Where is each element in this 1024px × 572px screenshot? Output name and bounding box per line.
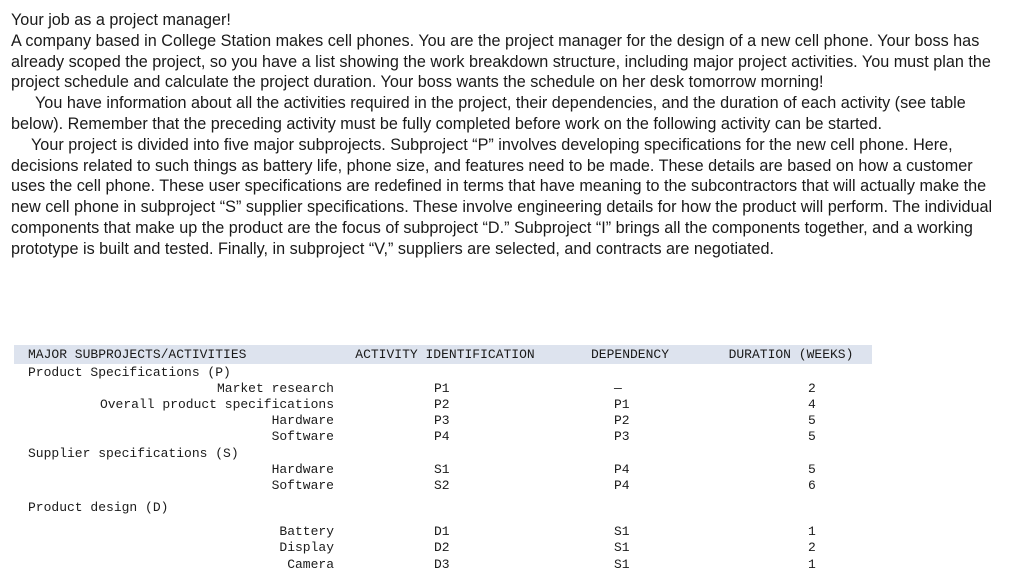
cell-id: S2 xyxy=(434,477,450,493)
table-row xyxy=(14,380,872,396)
table-row xyxy=(14,524,872,540)
table-row xyxy=(14,413,872,429)
cell-activity: Software xyxy=(271,477,334,493)
header-activity: MAJOR SUBPROJECTS/ACTIVITIES xyxy=(14,345,340,364)
spacer-row xyxy=(14,516,872,524)
intro-paragraph-2: You have information about all the activities required in the project, their dependencies, and the duration of each activity (see table below). Remember that the preceding activity must be fully completed before work on the following activity can be started. xyxy=(11,94,966,133)
cell-duration: 6 xyxy=(808,477,816,493)
cell-activity: Software xyxy=(271,429,334,445)
table-row xyxy=(14,396,872,412)
cell-dependency: S1 xyxy=(614,540,630,556)
cell-dependency: P4 xyxy=(614,477,630,493)
cell-activity: Hardware xyxy=(271,413,334,429)
cell-id: P1 xyxy=(434,380,450,396)
intro-heading: Your job as a project manager! xyxy=(11,11,231,29)
intro-paragraph-3: Your project is divided into five major subprojects. Subproject “P” involves developing specifications for the new cell phone. Here, decisions related to such things as battery life, phone size, and features need to be made. These details are based on how a customer uses the cell phone. These user specifications are redefined in terms that have meaning to the subcontractors that will actually make the new cell phone in subproject “S” supplier specifications. These involve engineering details for how the product will perform. The individual components that make up the product are the focus of subproject “D.” Subproject “I” brings all the components together, and a working prototype is built and tested. Finally, in subproject “V,” suppliers are selected, and contracts are negotiated. xyxy=(11,135,993,258)
group-label-p: Product Specifications (P) xyxy=(28,364,231,380)
cell-dependency: P1 xyxy=(614,396,630,412)
cell-dependency: P4 xyxy=(614,461,630,477)
cell-duration: 5 xyxy=(808,429,816,445)
cell-duration: 4 xyxy=(808,396,816,412)
intro-paragraph-1: A company based in College Station makes cell phones. You are the project manager for the design of a new cell phone. Your boss has already scoped the project, so you have a list showing the work breakdown structure, including major project activities. You must plan the project schedule and calculate the project duration. Your boss wants the schedule on her desk tomorrow morning! xyxy=(11,31,991,92)
cell-activity: Camera xyxy=(287,556,334,572)
cell-dependency: P3 xyxy=(614,429,630,445)
cell-dependency: S1 xyxy=(614,524,630,540)
header-duration: DURATION (WEEKS) xyxy=(710,345,872,364)
cell-id: P4 xyxy=(434,429,450,445)
cell-duration: 2 xyxy=(808,380,816,396)
table-header-row xyxy=(14,345,872,364)
table-row xyxy=(14,429,872,445)
cell-id: P3 xyxy=(434,413,450,429)
cell-duration: 5 xyxy=(808,413,816,429)
group-label-s: Supplier specifications (S) xyxy=(28,445,239,461)
table-row xyxy=(14,461,872,477)
cell-id: S1 xyxy=(434,461,450,477)
cell-activity: Market research xyxy=(216,380,334,396)
cell-duration: 5 xyxy=(808,461,816,477)
cell-dependency: — xyxy=(614,380,622,396)
group-row-d xyxy=(14,500,872,516)
cell-activity: Overall product specifications xyxy=(99,396,334,412)
header-id: ACTIVITY IDENTIFICATION xyxy=(340,345,550,364)
group-row-p xyxy=(14,364,872,380)
cell-dependency: S1 xyxy=(614,556,630,572)
group-row-s xyxy=(14,445,872,461)
cell-activity: Display xyxy=(279,540,334,556)
cell-duration: 1 xyxy=(808,556,816,572)
cell-dependency: P2 xyxy=(614,413,630,429)
cell-id: D1 xyxy=(434,524,450,540)
group-label-d: Product design (D) xyxy=(28,500,169,516)
cell-activity: Battery xyxy=(279,524,334,540)
cell-id: P2 xyxy=(434,396,450,412)
cell-id: D3 xyxy=(434,556,450,572)
cell-activity: Hardware xyxy=(271,461,334,477)
header-dependency: DEPENDENCY xyxy=(550,345,710,364)
activities-table xyxy=(14,345,872,572)
cell-duration: 1 xyxy=(808,524,816,540)
intro-text xyxy=(11,10,1011,260)
table-row xyxy=(14,477,872,493)
table-row xyxy=(14,556,872,572)
table-row xyxy=(14,540,872,556)
cell-duration: 2 xyxy=(808,540,816,556)
cell-id: D2 xyxy=(434,540,450,556)
